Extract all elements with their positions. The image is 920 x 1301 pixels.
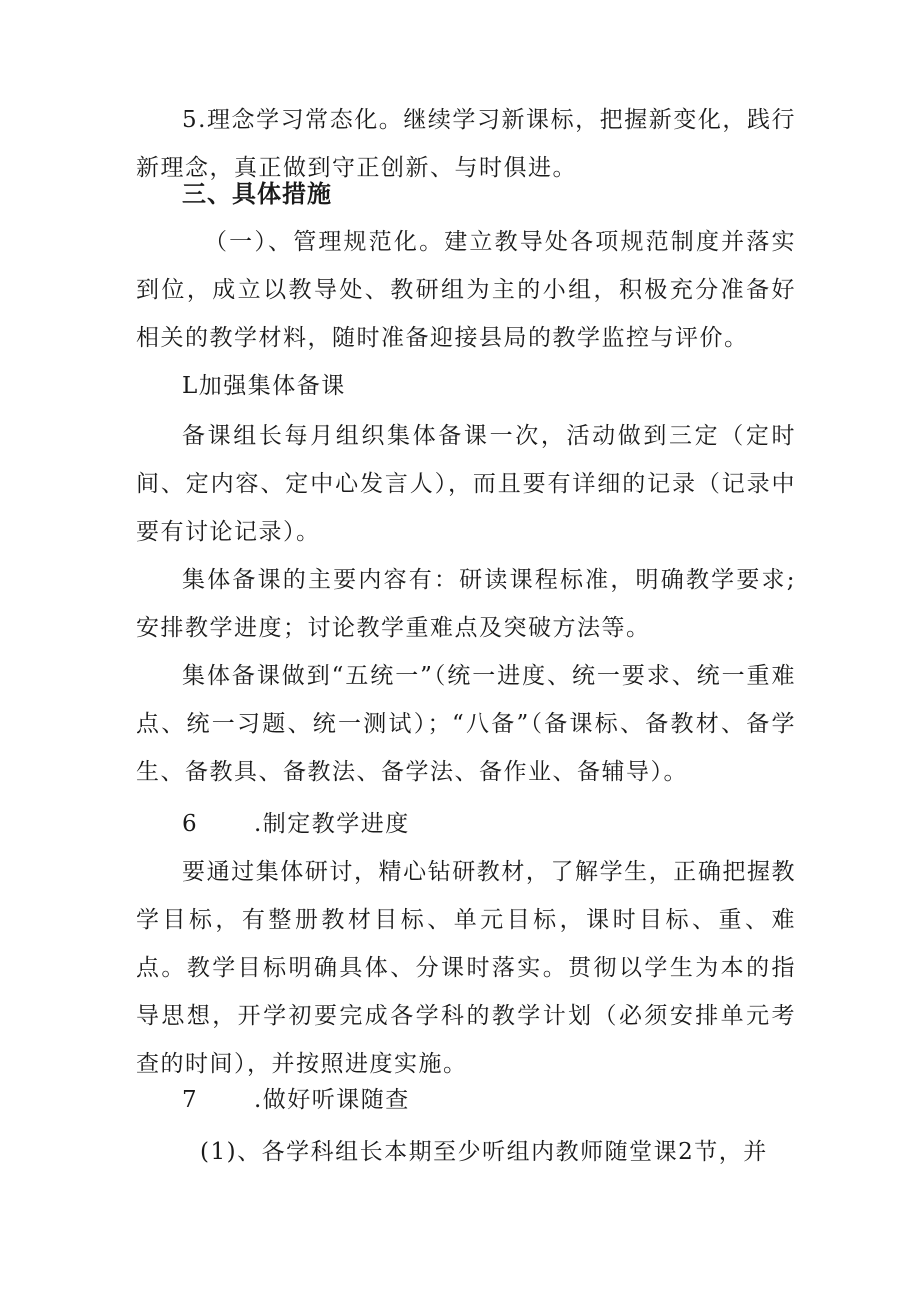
paragraph-beike-3: 集体备课做到“五统一”（统一进度、统一要求、统一重难点、统一习题、统一测试）；“八备”（备课标、备教材、备学生、备教具、备教法、备学法、备作业、备辅导）。	[136, 663, 796, 785]
paragraph-jindu: 要通过集体研讨，精心钻研教材，了解学生，正确把握教学目标，有整册教材目标、单元目标，课时目标、重、难点。教学目标明确具体、分课时落实。贯彻以学生为本的指导思想，开学初要完成各学科的教学计划（必须安排单元考查的时间），并按照进度实施。	[136, 859, 796, 1077]
paragraph-tingke: (1)、各学科组长本期至少听组内教师随堂课2节，并	[200, 1139, 768, 1165]
section-heading-3: 三、具体措施	[182, 180, 332, 208]
item-6-title: .制定教学进度	[254, 811, 410, 837]
item-7-number: 7	[182, 1087, 199, 1113]
subheading-l-beike: L加强集体备课	[182, 373, 346, 399]
paragraph-management: （一）、管理规范化。建立教导处各项规范制度并落实到位，成立以教导处、教研组为主的小组，积极充分准备好相关的教学材料，随时准备迎接县局的教学监控与评价。	[136, 229, 796, 351]
item-7-title: .做好听课随查	[254, 1087, 410, 1113]
paragraph-beike-1: 备课组长每月组织集体备课一次，活动做到三定（定时间、定内容、定中心发言人），而且要有详细的记录（记录中要有讨论记录）。	[136, 423, 796, 545]
item-6-number: 6	[182, 811, 199, 837]
subheading-item-6	[182, 800, 410, 848]
paragraph-item-5: 5.理念学习常态化。继续学习新课标，把握新变化，践行新理念，真正做到守正创新、与时俱进。	[136, 107, 796, 181]
subheading-item-7	[182, 1076, 410, 1124]
paragraph-beike-2: 集体备课的主要内容有：研读课程标准，明确教学要求;安排教学进度；讨论教学重难点及突破方法等。	[136, 567, 796, 641]
